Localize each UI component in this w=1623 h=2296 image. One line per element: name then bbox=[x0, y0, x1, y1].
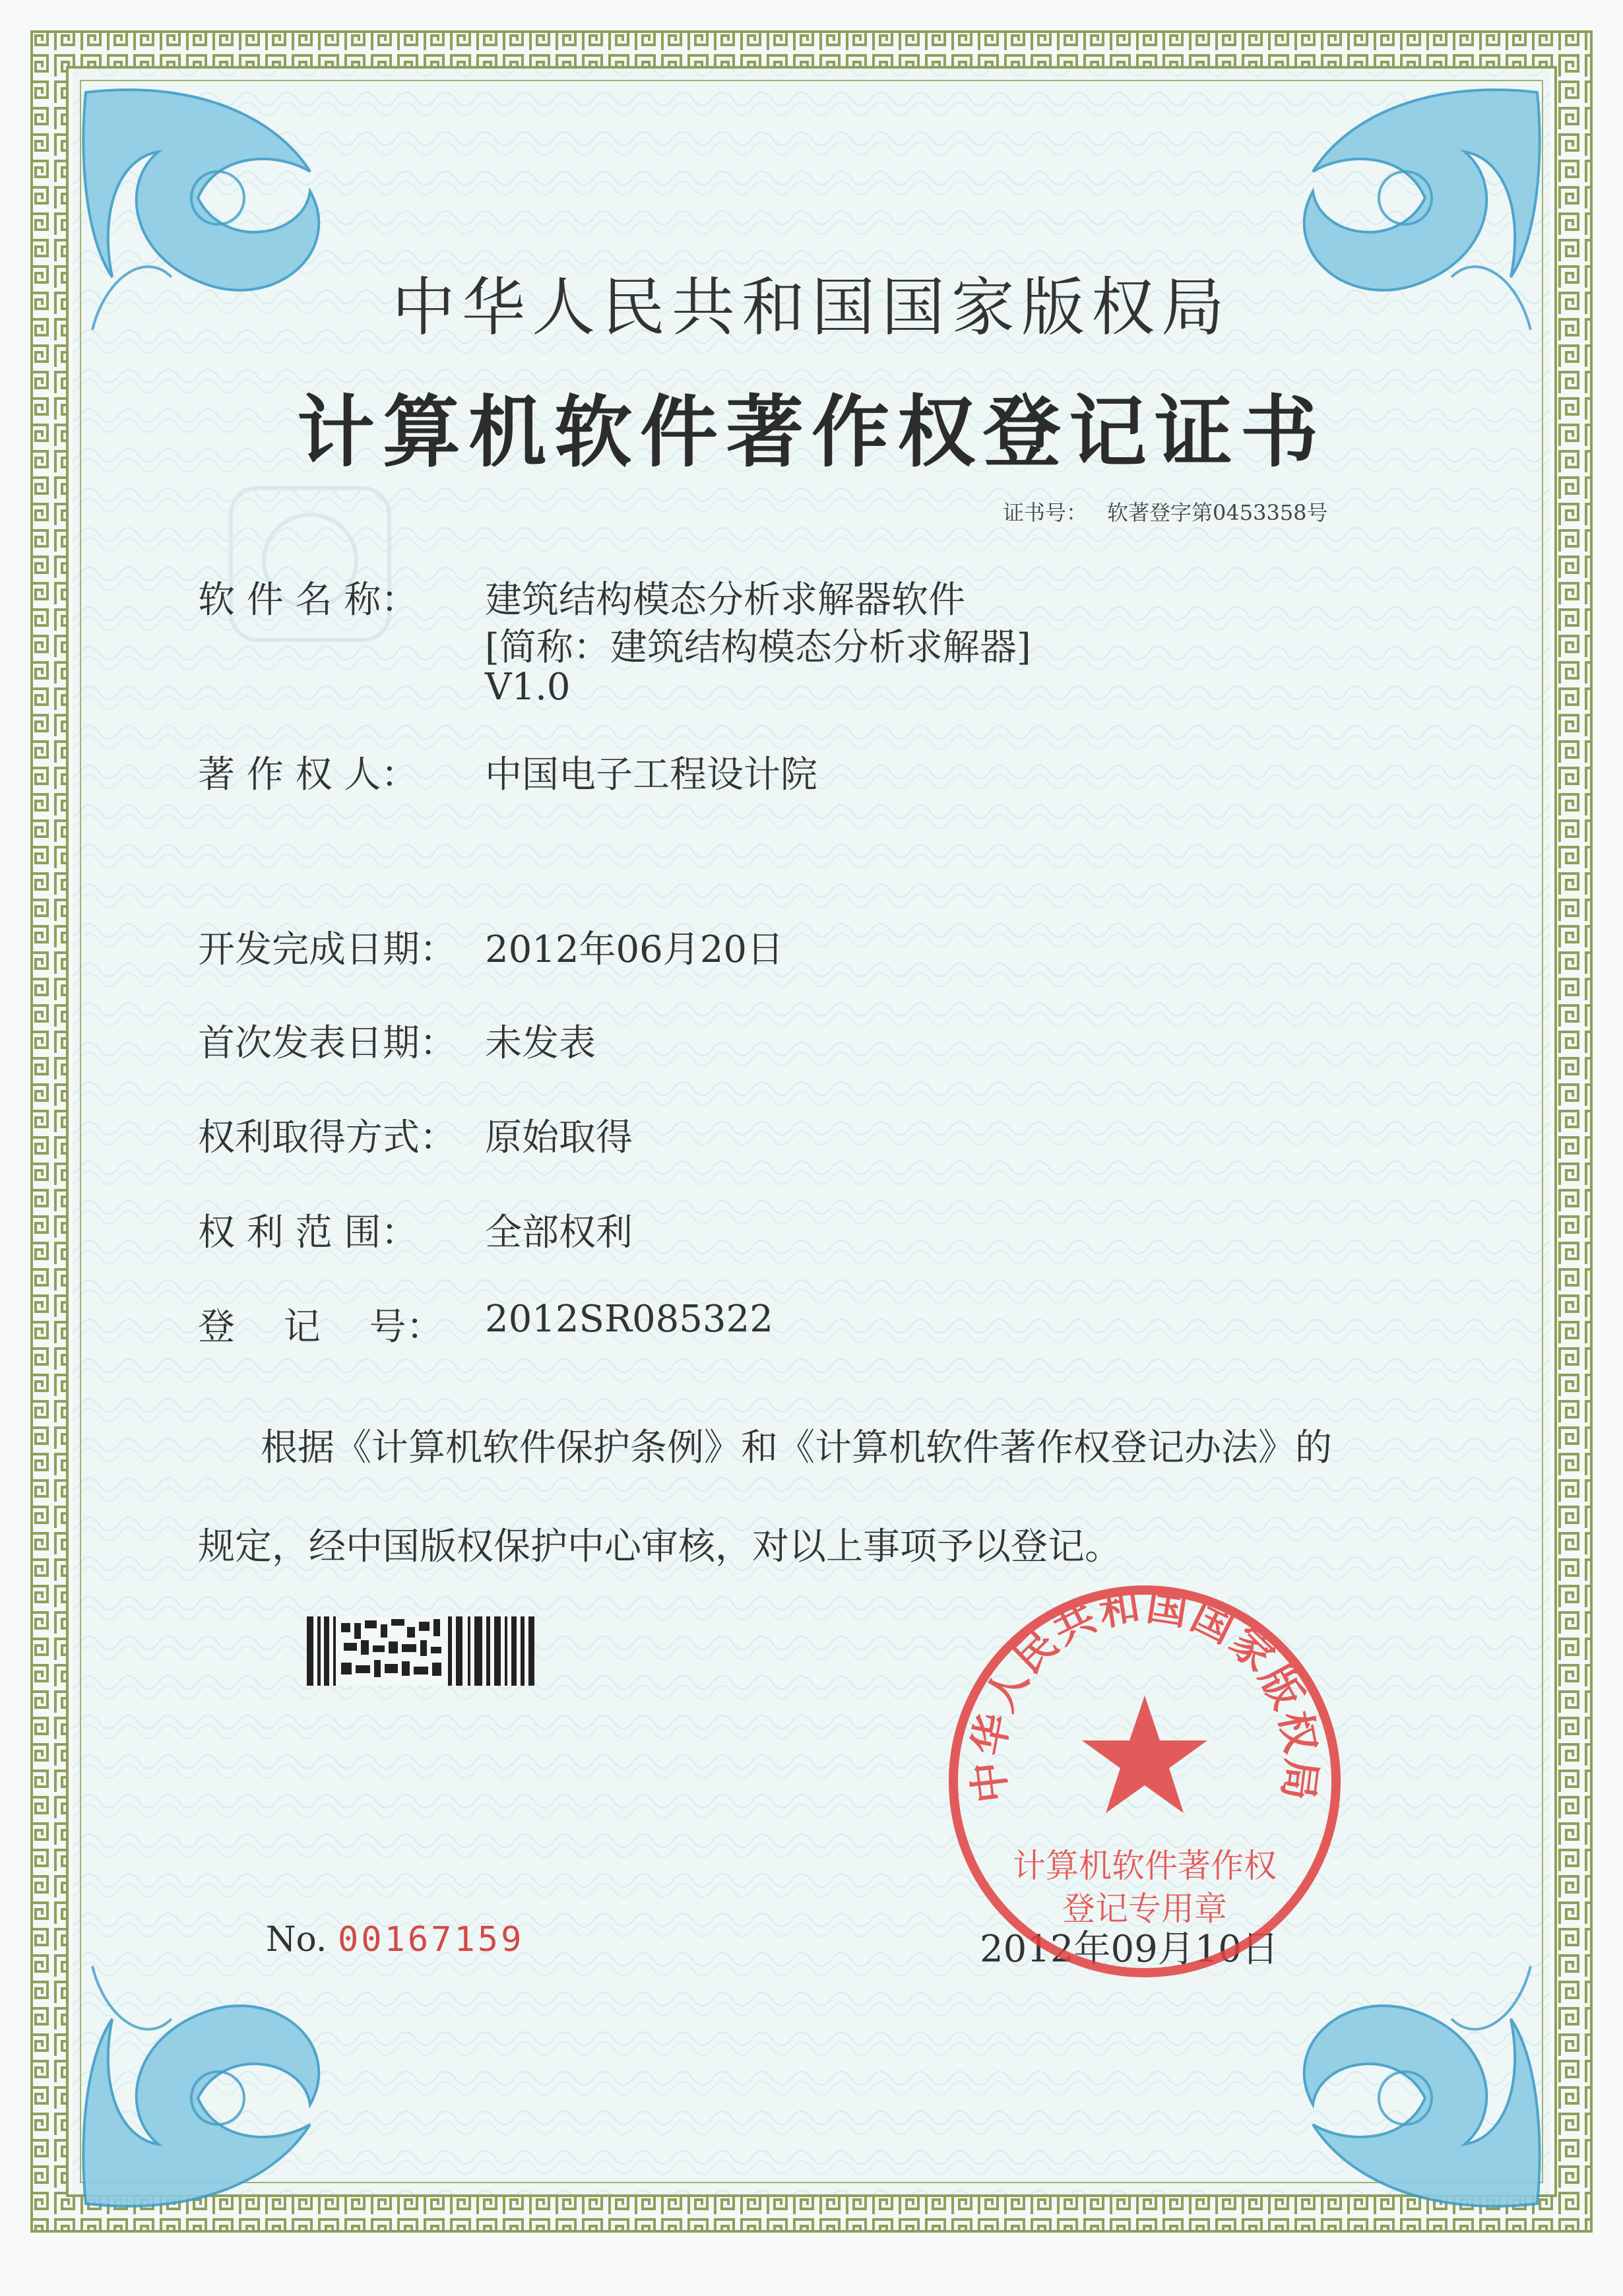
issue-date: 2012年09月10日 bbox=[980, 1928, 1279, 1971]
official-seal bbox=[940, 1577, 1349, 1986]
certificate-number-label: 证书号： bbox=[1003, 500, 1088, 525]
star-icon bbox=[1082, 1696, 1207, 1813]
field-value-dev-date: 2012年06月20日 bbox=[485, 928, 784, 971]
certificate-number: 软著登字第0453358号 bbox=[1107, 500, 1328, 525]
field-value-acquisition: 原始取得 bbox=[485, 1116, 633, 1159]
statement-line-1: 根据《计算机软件保护条例》和《计算机软件著作权登记办法》的 bbox=[261, 1426, 1332, 1469]
serial-number-label: No. bbox=[266, 1920, 327, 1960]
field-label-publish-date: 首次发表日期： bbox=[198, 1022, 457, 1065]
field-value-software-abbr: [简称：建筑结构模态分析求解器] bbox=[485, 626, 1031, 669]
svg-text:计算机软件著作权: 计算机软件著作权 bbox=[1013, 1847, 1277, 1885]
barcode bbox=[307, 1616, 534, 1686]
field-label-copyright-owner: 著 作 权 人： bbox=[198, 753, 418, 796]
field-label-registration-no: 登 记 号： bbox=[198, 1306, 443, 1349]
field-label-scope: 权 利 范 围： bbox=[198, 1211, 418, 1254]
field-label-software-name: 软 件 名 称： bbox=[198, 579, 418, 622]
field-label-acquisition: 权利取得方式： bbox=[198, 1116, 457, 1159]
field-value-copyright-owner: 中国电子工程设计院 bbox=[485, 753, 817, 796]
serial-number: 00167159 bbox=[337, 1920, 525, 1960]
certificate-number-row bbox=[1003, 496, 1348, 526]
field-label-dev-date: 开发完成日期： bbox=[198, 928, 457, 971]
svg-text:登记专用章: 登记专用章 bbox=[1062, 1890, 1227, 1928]
svg-text:中华人民共和国国家版权局: 中华人民共和国国家版权局 bbox=[963, 1581, 1326, 1806]
issuing-authority: 中华人民共和国国家版权局 bbox=[392, 271, 1231, 344]
field-value-software-version: V1.0 bbox=[485, 666, 571, 709]
field-value-scope: 全部权利 bbox=[485, 1211, 633, 1254]
statement-line-2: 规定，经中国版权保护中心审核，对以上事项予以登记。 bbox=[198, 1525, 1122, 1568]
field-value-registration-no: 2012SR085322 bbox=[485, 1298, 773, 1341]
certificate-title: 计算机软件著作权登记证书 bbox=[296, 386, 1326, 478]
serial-number-row bbox=[266, 1920, 524, 1960]
field-value-publish-date: 未发表 bbox=[485, 1022, 596, 1065]
field-value-software-name: 建筑结构模态分析求解器软件 bbox=[485, 579, 965, 622]
